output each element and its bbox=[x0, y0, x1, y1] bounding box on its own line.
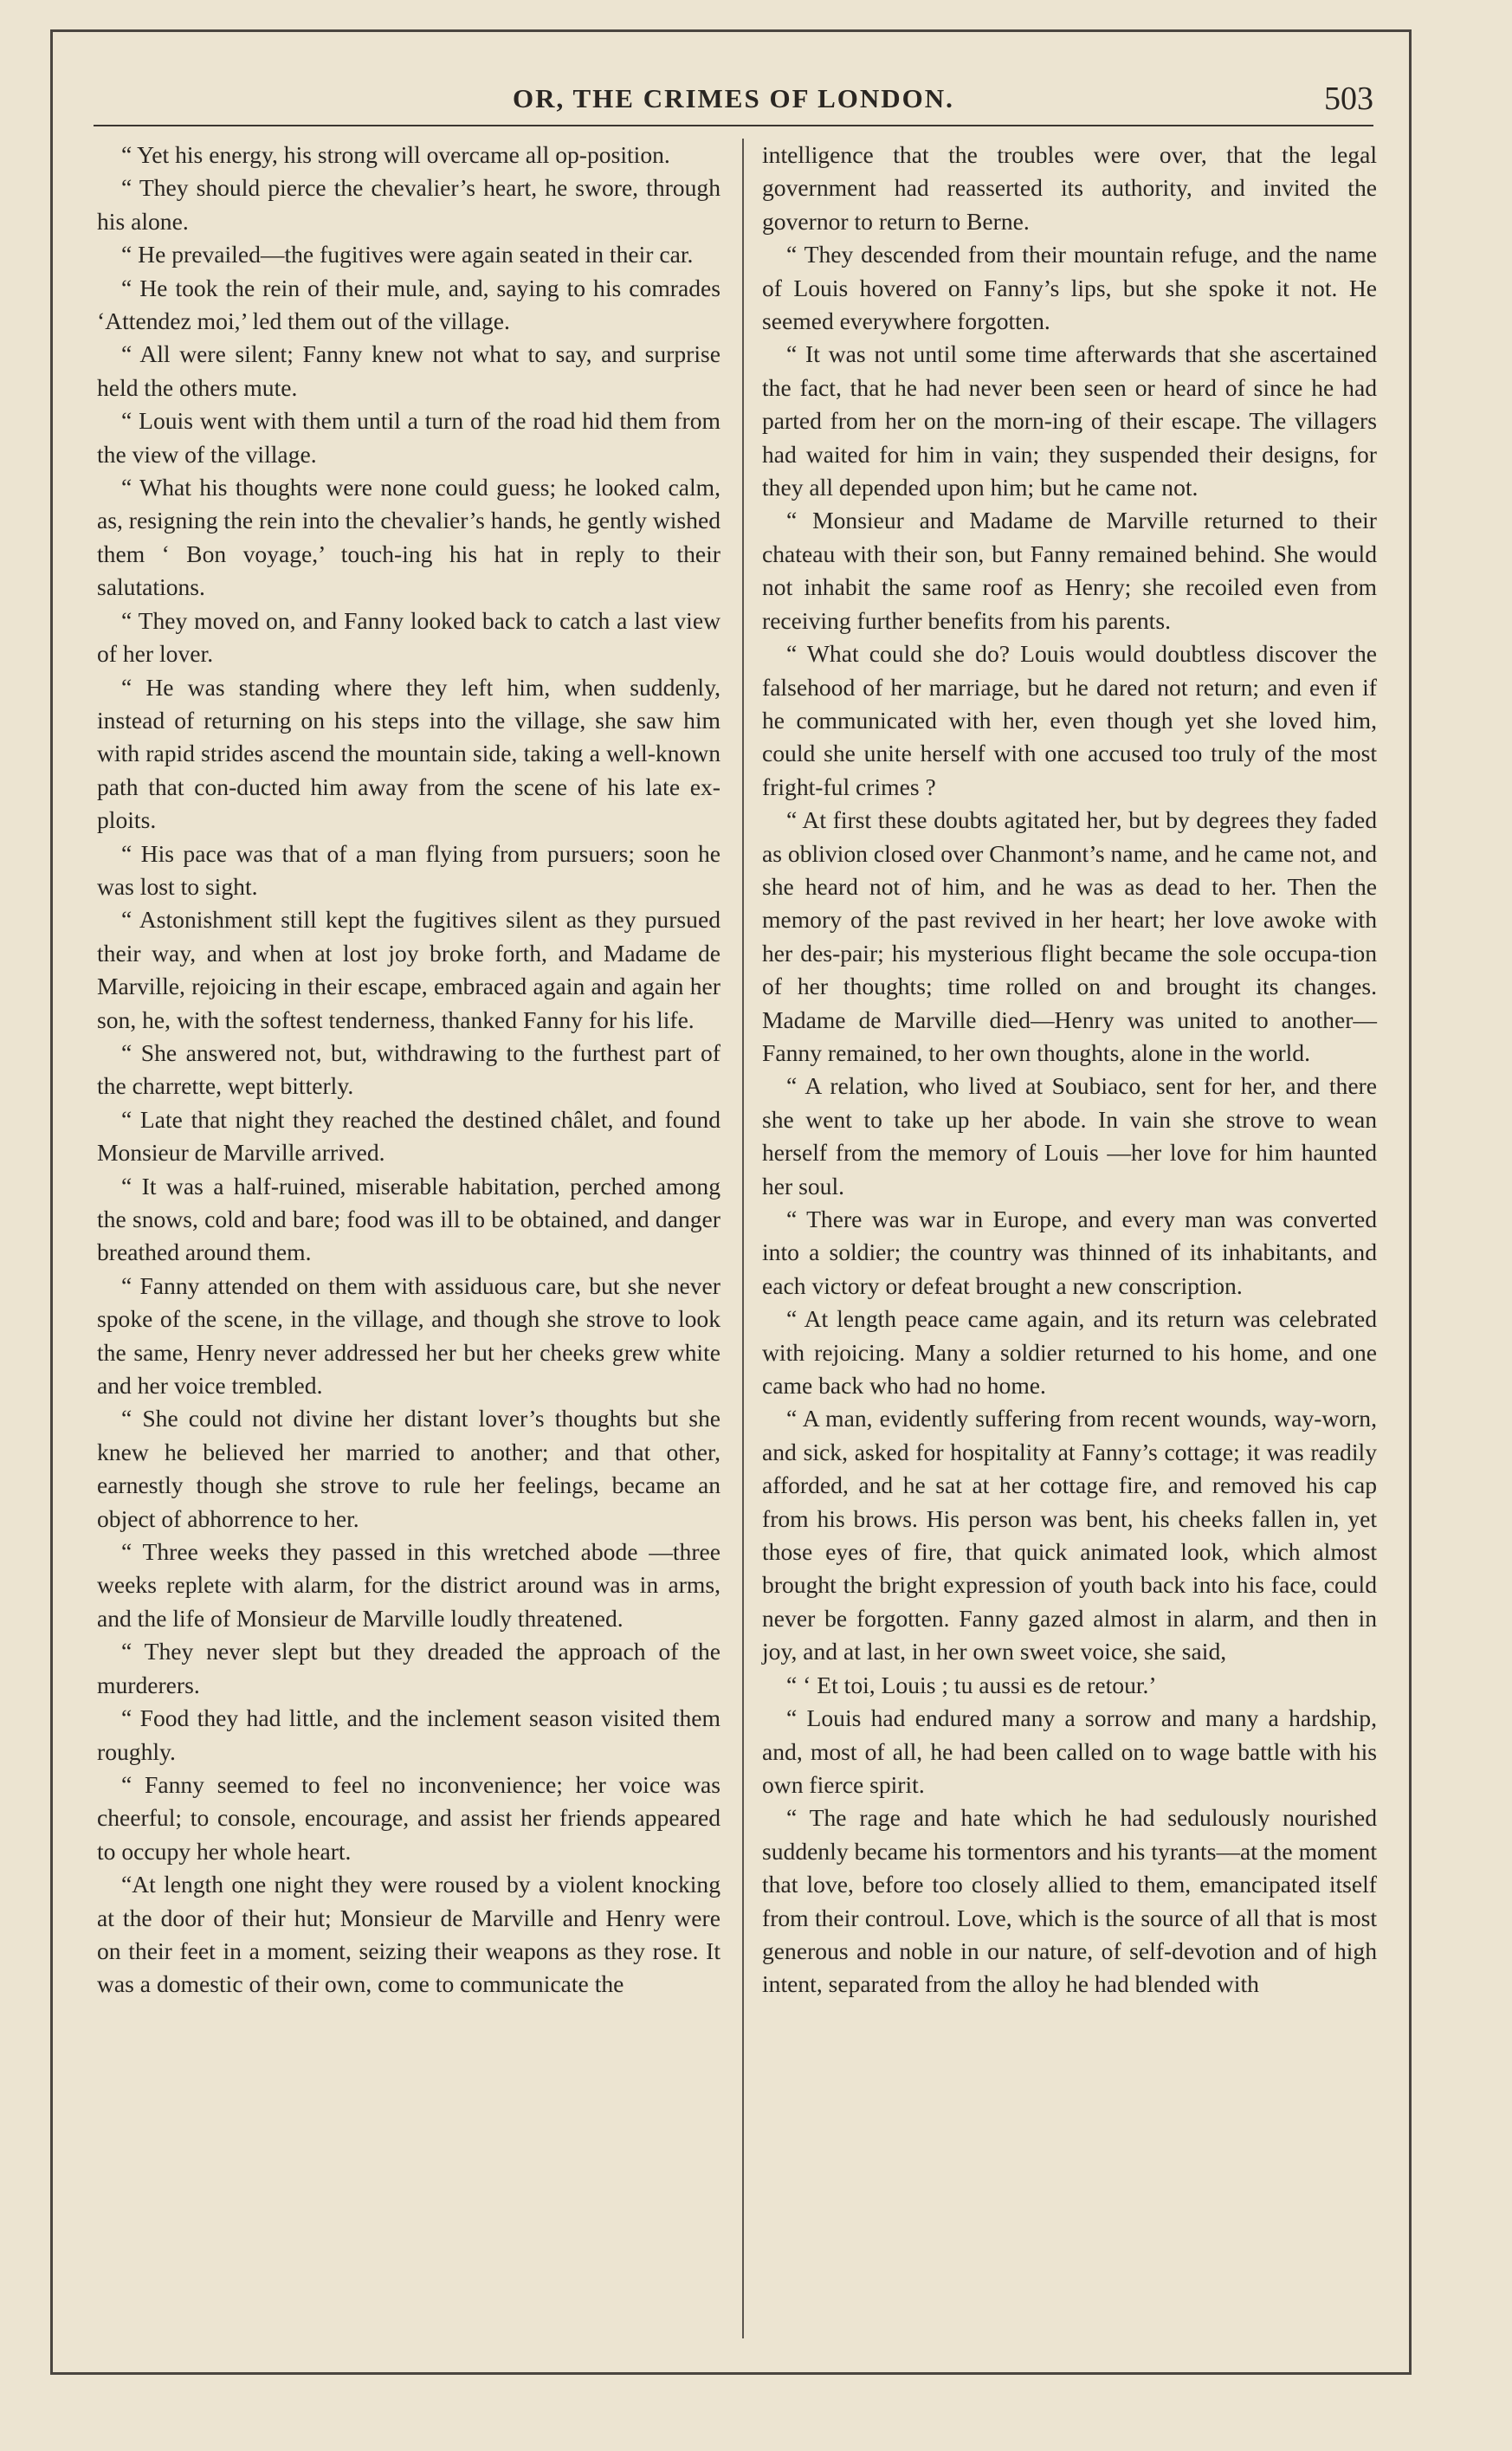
paragraph: “ They moved on, and Fanny looked back to catch a last view of her lover. bbox=[97, 606, 720, 668]
paragraph: “ They should pierce the chevalier’s heart, he swore, through his alone. bbox=[97, 174, 720, 235]
paragraph: “ Fanny attended on them with assiduous care, but she never spoke of the scene, in the village, and though she strove to look the same, Henry never addressed her but her cheeks grew white and her voice trembled. bbox=[97, 1271, 720, 1400]
paragraph: “ What his thoughts were none could guess; he looked calm, as, resigning the rein into the chevalier’s hands, he gently wished them ‘ Bon voyage,’ touch-ing his hat in reply to their salutations. bbox=[97, 474, 720, 601]
paragraph: “ He took the rein of their mule, and, saying to his comrades ‘Attendez moi,’ led them out of the village. bbox=[97, 274, 720, 335]
paragraph: “ What could she do? Louis would doubtless discover the falsehood of her marriage, but he dared not return; and even if he communicated with her, even though yet she loved him, could she unite herself with one accused too truly of the most fright-ful crimes ? bbox=[762, 640, 1377, 800]
paragraph: “ The rage and hate which he had sedulously nourished suddenly became his tormentors and his tyrants—at the moment that love, before too closely allied to them, emancipated itself from their controul. Love, which is the source of all that is most generous and noble in our nature, of self-devotion and of high intent, separated from the alloy he had blended with bbox=[762, 1804, 1377, 1998]
paragraph: “ She answered not, but, withdrawing to the furthest part of the charrette, wept bitterly. bbox=[97, 1038, 720, 1100]
right-column bbox=[762, 139, 1377, 2002]
running-head: OR, THE CRIMES OF LONDON. bbox=[513, 83, 954, 113]
page-number: 503 bbox=[1324, 81, 1373, 117]
paragraph: “ All were silent; Fanny knew not what to say, and surprise held the others mute. bbox=[97, 340, 720, 401]
paragraph: “ Three weeks they passed in this wretched abode —three weeks replete with alarm, for the district around was in arms, and the life of Monsieur de Marville loudly threatened. bbox=[97, 1538, 720, 1632]
paragraph: “ His pace was that of a man flying from pursuers; soon he was lost to sight. bbox=[97, 839, 720, 900]
left-column bbox=[97, 139, 720, 2002]
paragraph: “ ‘ Et toi, Louis ; tu aussi es de retour.’ bbox=[786, 1671, 1157, 1698]
paragraph-continued: intelligence that the troubles were over, that the legal government had reasserted its authority, and invited the governor to return to Berne. bbox=[762, 141, 1377, 235]
paragraph: “ A man, evidently suffering from recent wounds, way-worn, and sick, asked for hospitality at Fanny’s cottage; it was readily afforded, and he sat at her cottage fire, and removed his cap from his brows. His person was bent, his cheeks fallen in, yet those eyes of fire, that quick animated look, which almost brought the bright expression of youth back into his face, could never be forgotten. Fanny gazed almost in alarm, and then in joy, and at last, in her own sweet voice, she said, bbox=[762, 1405, 1377, 1665]
paragraph: “ They never slept but they dreaded the approach of the murderers. bbox=[97, 1638, 720, 1698]
paragraph: “ He prevailed—the fugitives were again seated in their car. bbox=[121, 241, 694, 268]
paragraph: “At length one night they were roused by a violent knocking at the door of their hut; Monsieur de Marville and Henry were on their feet in a moment, seizing their weapons as they rose. It was a domestic of their own, come to communicate the bbox=[97, 1871, 720, 1998]
paragraph: “ Yet his energy, his strong will overcame all op-position. bbox=[121, 141, 670, 168]
paragraph: “ There was war in Europe, and every man was converted into a soldier; the country was thinned of its inhabitants, and each victory or defeat brought a new conscription. bbox=[762, 1206, 1377, 1299]
paragraph: “ Astonishment still kept the fugitives silent as they pursued their way, and when at lost joy broke forth, and Madame de Marville, rejoicing in their escape, embraced again and again her son, he, with the softest tenderness, thanked Fanny for his life. bbox=[97, 906, 720, 1033]
paragraph: “ They descended from their mountain refuge, and the name of Louis hovered on Fanny’s lips, but she spoke it not. He seemed everywhere forgotten. bbox=[762, 241, 1377, 335]
paragraph: “ A relation, who lived at Soubiaco, sent for her, and there she went to take up her abode. In vain she strove to wean herself from the memory of Louis —her love for him haunted her soul. bbox=[762, 1072, 1377, 1200]
paragraph: “ At first these doubts agitated her, but by degrees they faded as oblivion closed over Chanmont’s name, and he came not, and she heard not of him, and he was as dead to her. Then the memory of the past revived in her heart; her love awoke with her des-pair; his mysterious flight became the sole occupa-tion of her thoughts; time rolled on and brought its changes. Madame de Marville died—Henry was united to another—Fanny remained, to her own thoughts, alone in the world. bbox=[762, 806, 1377, 1066]
paragraph: “ It was not until some time afterwards that she ascertained the fact, that he had never been seen or heard of since he had parted from her on the morn-ing of their escape. The villagers had waited for him in vain; they suspended their designs, for they all depended upon him; but he came not. bbox=[762, 340, 1377, 501]
paragraph: “ He was standing where they left him, when suddenly, instead of returning on his steps into the village, she saw him with rapid strides ascend the mountain side, taking a well-known path that con-ducted him away from the scene of his late ex-ploits. bbox=[97, 673, 720, 834]
paragraph: “ Fanny seemed to feel no inconvenience; her voice was cheerful; to console, encourage, and assist her friends appeared to occupy her whole heart. bbox=[97, 1770, 720, 1865]
paragraph: “ Louis went with them until a turn of the road hid them from the view of the village. bbox=[97, 407, 720, 468]
paragraph: “ Food they had little, and the inclement season visited them roughly. bbox=[97, 1704, 720, 1765]
paragraph: “ Louis had endured many a sorrow and many a hardship, and, most of all, he had been called on to wage battle with his own fierce spirit. bbox=[762, 1704, 1377, 1798]
paragraph: “ She could not divine her distant lover’s thoughts but she knew he believed her married to another; and that other, earnestly though she strove to rule her feelings, became an object of abhorrence to her. bbox=[97, 1405, 720, 1532]
page-header bbox=[94, 76, 1373, 128]
paragraph: “ It was a half-ruined, miserable habitation, perched among the snows, cold and bare; food was ill to be obtained, and danger breathed around them. bbox=[97, 1172, 720, 1266]
paragraph: “ Late that night they reached the destined châlet, and found Monsieur de Marville arrived. bbox=[97, 1105, 720, 1167]
paragraph: “ At length peace came again, and its return was celebrated with rejoicing. Many a soldier returned to his home, and one came back who had no home. bbox=[762, 1305, 1377, 1400]
paragraph: “ Monsieur and Madame de Marville returned to their chateau with their son, but Fanny remained behind. She would not inhabit the same roof as Henry; she recoiled even from receiving further benefits from his parents. bbox=[762, 507, 1377, 634]
header-rule bbox=[94, 125, 1373, 126]
column-divider bbox=[742, 139, 744, 2338]
